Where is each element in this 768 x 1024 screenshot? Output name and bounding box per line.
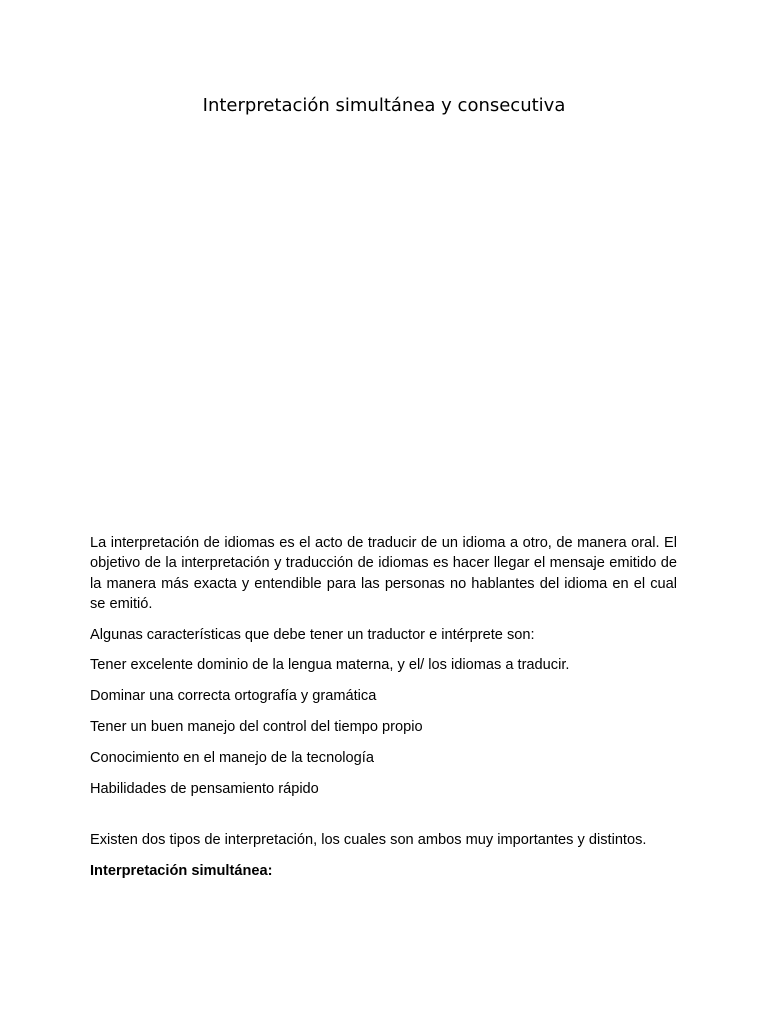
paragraph-spacer [90, 809, 677, 830]
characteristic-item: Habilidades de pensamiento rápido [90, 780, 319, 797]
characteristic-item: Conocimiento en el manejo de la tecnología [90, 749, 374, 766]
types-paragraph: Existen dos tipos de interpretación, los cuales son ambos muy importantes y distintos. [90, 831, 647, 848]
section-heading: Interpretación simultánea: [90, 862, 273, 879]
intro-paragraph: La interpretación de idiomas es el acto de traducir de un idioma a otro, de manera oral. El objetivo de la interpretación y traducción de idiomas es hacer llegar el mensaje emitido de la manera más exacta y entendible para las personas no hablantes del idioma en el cual se emitió. [90, 535, 677, 612]
characteristic-item: Dominar una correcta ortografía y gramática [90, 688, 377, 705]
characteristic-item: Tener un buen manejo del control del tiempo propio [90, 719, 423, 736]
characteristic-item: Tener excelente dominio de la lengua materna, y el/ los idiomas a traducir. [90, 657, 570, 674]
characteristics-lead: Algunas características que debe tener un traductor e intérprete son: [90, 626, 535, 643]
document-title: Interpretación simultánea y consecutiva [202, 95, 566, 116]
document-body [90, 533, 677, 892]
